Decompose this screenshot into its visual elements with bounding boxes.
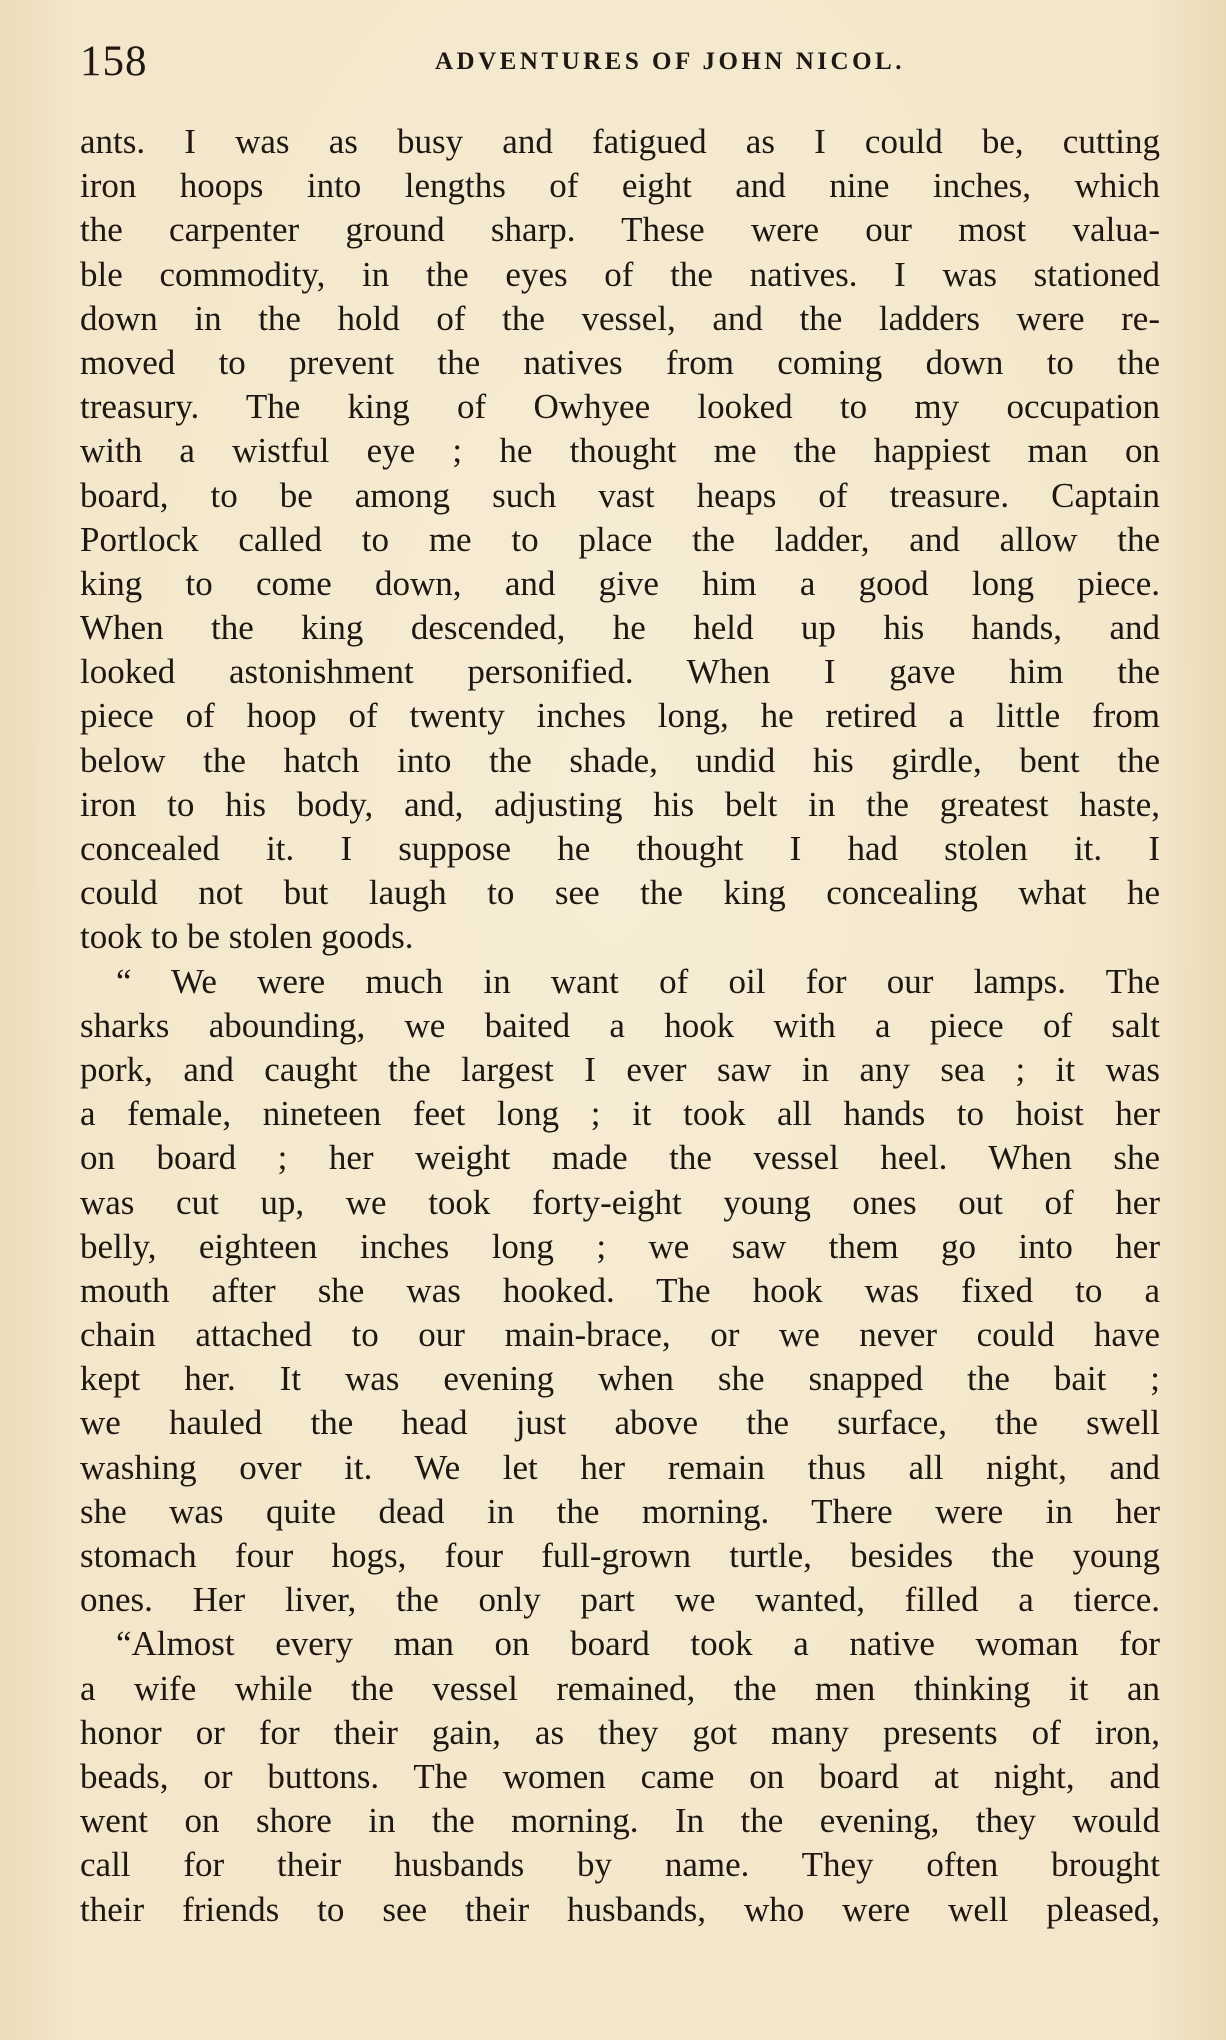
- text-line: beads, or buttons. The women came on board at night, and: [80, 1756, 1160, 1796]
- text-line: sharks abounding, we baited a hook with a piece of salt: [80, 1005, 1160, 1045]
- text-line: chain attached to our main-brace, or we never could have: [80, 1315, 1160, 1355]
- text-line: looked astonishment personified. When I gave him the: [80, 652, 1160, 692]
- text-line: ants. I was as busy and fatigued as I could be, cutting: [80, 122, 1160, 161]
- text-line: board, to be among such vast heaps of treasure. Captain: [80, 475, 1160, 515]
- text-line: a wife while the vessel remained, the men thinking it an: [80, 1668, 1160, 1708]
- text-line: a female, nineteen feet long ; it took all hands to hoist her: [80, 1094, 1160, 1134]
- text-line: below the hatch into the shade, undid his girdle, bent the: [80, 740, 1160, 780]
- text-line: was cut up, we took forty-eight young ones out of her: [80, 1182, 1160, 1222]
- running-head: ADVENTURES OF JOHN NICOL.: [435, 48, 905, 75]
- text-line: call for their husbands by name. They often brought: [80, 1845, 1160, 1885]
- text-line: stomach four hogs, four full-grown turtle, besides the young: [80, 1536, 1160, 1575]
- text-line: washing over it. We let her remain thus all night, and: [80, 1447, 1160, 1487]
- body-text: [80, 120, 1160, 1932]
- text-line: moved to prevent the natives from coming down to the: [80, 342, 1160, 382]
- text-line: “Almost every man on board took a native woman for: [116, 1624, 1160, 1664]
- text-line: the carpenter ground sharp. These were our most valua-: [80, 210, 1160, 250]
- text-line: ble commodity, in the eyes of the natives. I was stationed: [80, 254, 1160, 294]
- text-line: ones. Her liver, the only part we wanted, filled a tierce.: [80, 1580, 1160, 1620]
- text-line: king to come down, and give him a good long piece.: [80, 563, 1160, 603]
- text-line: When the king descended, he held up his hands, and: [80, 608, 1160, 648]
- text-line: belly, eighteen inches long ; we saw them go into her: [80, 1226, 1160, 1266]
- text-line: kept her. It was evening when she snapped the bait ;: [80, 1359, 1160, 1399]
- text-line: on board ; her weight made the vessel heel. When she: [80, 1138, 1160, 1178]
- text-line: iron to his body, and, adjusting his belt in the greatest haste,: [80, 784, 1160, 824]
- text-line: with a wistful eye ; he thought me the happiest man on: [80, 431, 1160, 471]
- page-number: 158: [80, 38, 148, 85]
- text-line: concealed it. I suppose he thought I had stolen it. I: [80, 829, 1160, 868]
- text-line: iron hoops into lengths of eight and nine inches, which: [80, 166, 1160, 206]
- text-line: treasury. The king of Owhyee looked to my occupation: [80, 387, 1160, 427]
- text-line: piece of hoop of twenty inches long, he retired a little from: [80, 696, 1160, 736]
- text-line: their friends to see their husbands, who were well pleased,: [80, 1889, 1160, 1929]
- text-line: pork, and caught the largest I ever saw in any sea ; it was: [80, 1049, 1160, 1089]
- page-header: [80, 32, 1160, 92]
- text-line: took to be stolen goods.: [80, 917, 414, 957]
- text-line: down in the hold of the vessel, and the ladders were re-: [80, 298, 1160, 338]
- text-line: Portlock called to me to place the ladder, and allow the: [80, 519, 1160, 559]
- text-line: mouth after she was hooked. The hook was fixed to a: [80, 1270, 1160, 1310]
- text-line: went on shore in the morning. In the evening, they would: [80, 1801, 1160, 1841]
- text-line: could not but laugh to see the king concealing what he: [80, 873, 1160, 913]
- text-line: “ We were much in want of oil for our lamps. The: [116, 961, 1160, 1001]
- text-line: we hauled the head just above the surface, the swell: [80, 1403, 1160, 1443]
- text-line: honor or for their gain, as they got many presents of iron,: [80, 1712, 1160, 1752]
- text-line: she was quite dead in the morning. There were in her: [80, 1491, 1160, 1531]
